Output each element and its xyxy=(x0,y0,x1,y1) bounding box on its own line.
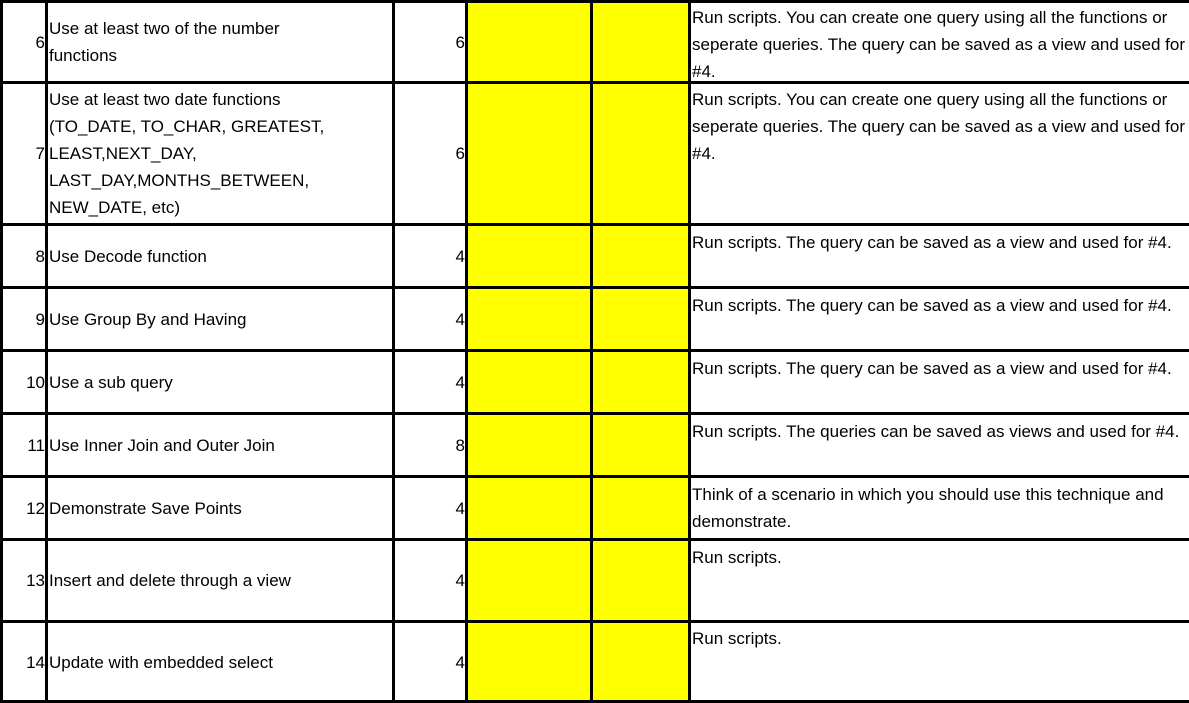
notes-cell[interactable]: Run scripts. The query can be saved as a view and used for #4. xyxy=(692,233,1172,252)
points-cell[interactable]: 4 xyxy=(455,571,465,590)
points-cell[interactable]: 4 xyxy=(455,652,465,672)
points-cell[interactable]: 4 xyxy=(455,372,465,392)
row-number[interactable]: 9 xyxy=(35,309,45,329)
row-number[interactable]: 10 xyxy=(26,372,45,392)
row-border xyxy=(0,81,1189,84)
task-cell[interactable]: Insert and delete through a view xyxy=(49,571,291,590)
column-border xyxy=(465,0,468,703)
notes-cell[interactable]: Think of a scenario in which you should use this technique and demonstrate. xyxy=(692,485,1164,531)
column-border xyxy=(0,0,3,703)
task-cell[interactable]: Update with embedded select xyxy=(49,652,273,672)
points-cell[interactable]: 8 xyxy=(455,435,465,455)
notes-cell[interactable]: Run scripts. You can create one query using all the functions or seperate queries. The query can be saved as a view and used for #4. xyxy=(692,8,1185,81)
column-border xyxy=(45,0,48,703)
row-border xyxy=(0,0,1189,3)
task-cell[interactable]: Use Decode function xyxy=(49,246,207,266)
points-cell[interactable]: 4 xyxy=(455,246,465,266)
notes-cell[interactable]: Run scripts. xyxy=(692,548,782,567)
row-border xyxy=(0,412,1189,415)
task-cell[interactable]: Use at least two date functions (TO_DATE, TO_CHAR, GREATEST, LEAST,NEXT_DAY, LAST_DAY,MONTHS_BETWEEN, NEW_DATE, etc) xyxy=(49,90,325,217)
notes-cell[interactable]: Run scripts. The query can be saved as a view and used for #4. xyxy=(692,359,1172,378)
row-number[interactable]: 7 xyxy=(35,144,45,163)
task-cell[interactable]: Use Group By and Having xyxy=(49,309,247,329)
row-number[interactable]: 11 xyxy=(27,435,45,455)
task-cell[interactable]: Use Inner Join and Outer Join xyxy=(49,435,275,455)
column-border xyxy=(688,0,691,703)
notes-cell[interactable]: Run scripts. The query can be saved as a view and used for #4. xyxy=(692,296,1172,315)
row-border xyxy=(0,349,1189,352)
row-number[interactable]: 13 xyxy=(26,571,45,590)
column-border xyxy=(590,0,593,703)
points-cell[interactable]: 4 xyxy=(455,498,465,518)
row-border xyxy=(0,538,1189,541)
row-border xyxy=(0,286,1189,289)
points-cell[interactable]: 4 xyxy=(455,309,465,329)
task-cell[interactable]: Use a sub query xyxy=(49,372,173,392)
notes-cell[interactable]: Run scripts. xyxy=(692,629,782,648)
notes-cell[interactable]: Run scripts. The queries can be saved as views and used for #4. xyxy=(692,422,1180,441)
points-cell[interactable]: 6 xyxy=(455,144,465,163)
row-number[interactable]: 12 xyxy=(26,498,45,518)
task-cell[interactable]: Use at least two of the number functions xyxy=(49,19,280,65)
row-border xyxy=(0,223,1189,226)
row-border xyxy=(0,475,1189,478)
row-number[interactable]: 14 xyxy=(26,652,45,672)
points-cell[interactable]: 6 xyxy=(455,32,465,52)
notes-cell[interactable]: Run scripts. You can create one query using all the functions or seperate queries. The query can be saved as a view and used for #4. xyxy=(692,90,1185,163)
row-border xyxy=(0,620,1189,623)
column-border xyxy=(392,0,395,703)
row-number[interactable]: 6 xyxy=(35,32,45,52)
task-cell[interactable]: Demonstrate Save Points xyxy=(49,498,242,518)
row-number[interactable]: 8 xyxy=(35,246,45,266)
